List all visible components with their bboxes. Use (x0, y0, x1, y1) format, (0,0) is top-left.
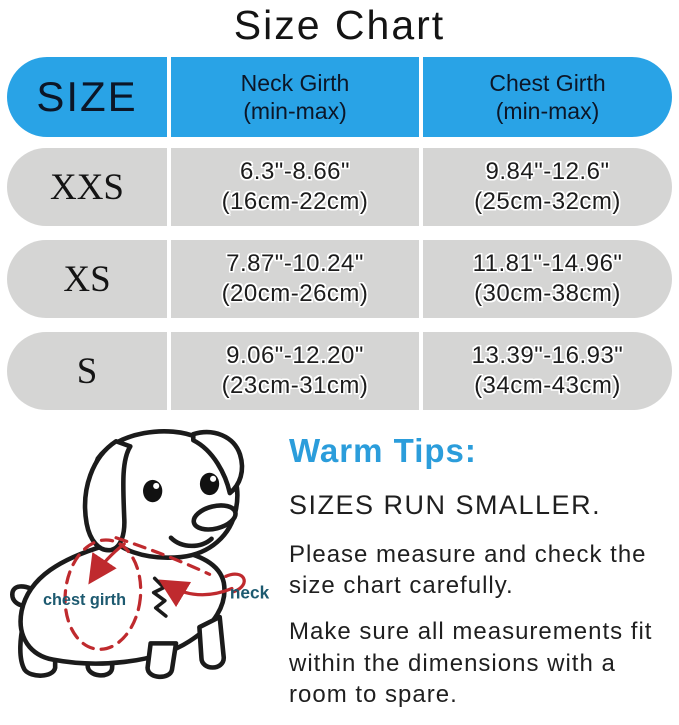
table-row-s (7, 332, 672, 410)
header-chest-label: Chest Girth (489, 69, 606, 96)
neck-girth-cm: (16cm-22cm) (221, 188, 369, 215)
neck-girth-cm: (23cm-31cm) (221, 372, 369, 399)
bottom-section (0, 424, 679, 725)
neck-label: neck (229, 582, 270, 603)
size-value: XXS (49, 166, 125, 208)
tips-measure-carefully: Please measure and check the size chart carefully. (289, 541, 647, 600)
dog-eye-right (200, 473, 219, 495)
header-cell-size (7, 57, 171, 137)
page-title: Size Chart (233, 2, 446, 48)
size-cell (7, 148, 171, 226)
size-cell (7, 332, 171, 410)
dog-ear-left (85, 441, 130, 550)
chest-girth-cm: (30cm-38cm) (474, 280, 621, 307)
size-value: S (76, 350, 98, 392)
header-neck-sublabel: (min-max) (243, 98, 347, 124)
chest-girth-inches: 13.39"-16.93" (471, 341, 624, 369)
dog-eye-left (143, 480, 162, 502)
puppy-illustration (0, 424, 285, 682)
chest-girth-inches: 9.84"-12.6" (485, 157, 610, 185)
chest-girth-cell (423, 332, 672, 410)
header-chest-sublabel: (min-max) (495, 98, 600, 124)
size-cell (7, 240, 171, 318)
chest-girth-inches: 11.81"-14.96" (472, 249, 623, 277)
warm-tips-section (285, 424, 679, 725)
tips-room-to-spare: Make sure all measurements fit within the dimensions with a room to spare. (289, 618, 653, 708)
neck-girth-inches: 9.06"-12.20" (226, 341, 364, 369)
chest-girth-cell (423, 148, 672, 226)
warm-tips-heading: Warm Tips: (289, 432, 477, 469)
dog-front-far-leg (199, 617, 223, 668)
header-neck-label: Neck Girth (240, 69, 350, 96)
neck-girth-cell (171, 332, 423, 410)
dog-measurement-diagram (0, 424, 285, 687)
neck-girth-cell (171, 148, 423, 226)
neck-girth-cell (171, 240, 423, 318)
tips-sizes-run-smaller: SIZES RUN SMALLER. (289, 490, 602, 520)
chest-girth-cell (423, 240, 672, 318)
table-header-row (7, 57, 672, 137)
table-row-xxs (7, 148, 672, 226)
size-table (0, 57, 679, 410)
neck-girth-cm: (20cm-26cm) (221, 280, 369, 307)
chest-girth-cm: (25cm-32cm) (474, 188, 621, 215)
chest-girth-cm: (34cm-43cm) (474, 372, 621, 399)
neck-girth-inches: 6.3"-8.66" (239, 157, 351, 185)
dog-front-right-leg (148, 643, 176, 676)
size-chart-page (0, 2, 679, 708)
header-cell-chest-girth (423, 57, 672, 137)
chest-girth-label: chest girth (42, 590, 127, 609)
table-row-xs (7, 240, 672, 318)
neck-girth-inches: 7.87"-10.24" (226, 249, 364, 277)
header-cell-neck-girth (171, 57, 423, 137)
size-value: XS (63, 258, 111, 300)
header-size-label: SIZE (36, 73, 138, 120)
